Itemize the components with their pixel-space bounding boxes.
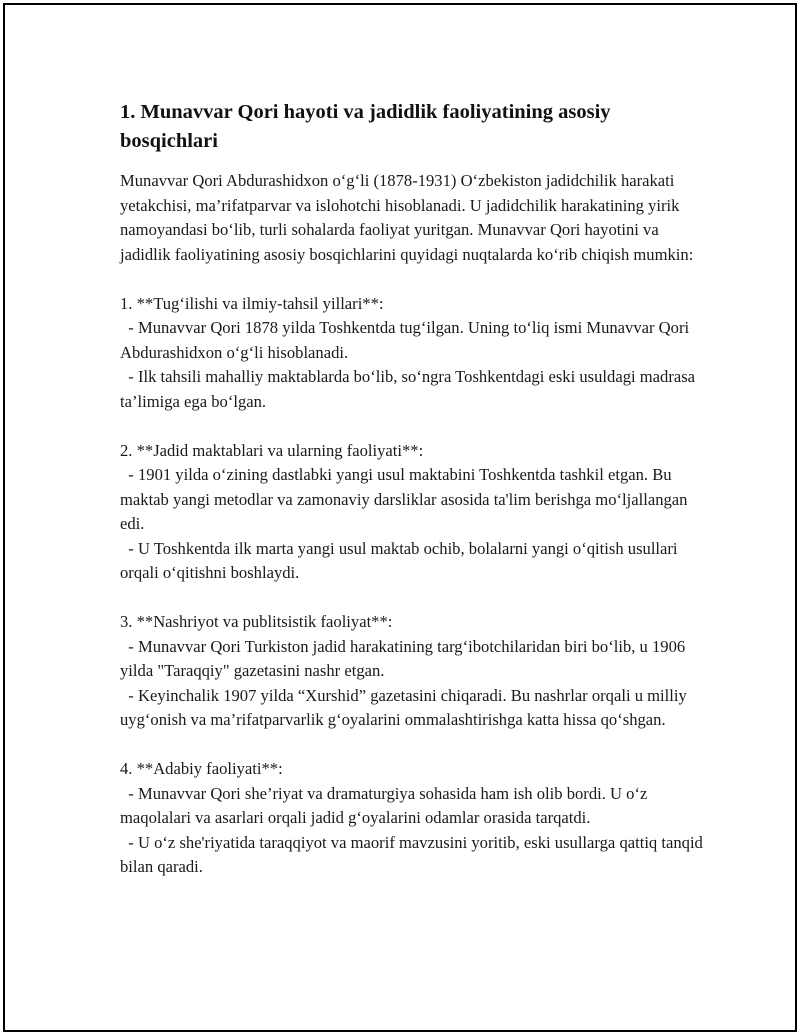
section-heading: 3. **Nashriyot va publitsistik faoliyat**:: [120, 612, 393, 631]
list-item: [120, 316, 710, 365]
bullet-text: - U o‘z she'riyatida taraqqiyot va maorif mavzusini yoritib, eski usullarga qattiq tanqid bilan qaradi.: [120, 832, 703, 876]
section-heading: 4. **Adabiy faoliyati**:: [120, 759, 283, 778]
bullet-text: - Ilk tahsili mahalliy maktablarda bo‘lib, so‘ngra Toshkentdagi eski usuldagi madrasa ta’limiga ega bo‘lgan.: [120, 367, 696, 411]
list-item: [120, 537, 710, 586]
list-item: [120, 684, 710, 733]
section-heading: 1. **Tug‘ilishi va ilmiy-tahsil yillari**:: [120, 293, 384, 313]
list-item: [120, 635, 710, 684]
section-1: [120, 292, 710, 415]
document-page: [3, 3, 797, 1032]
section-4: [120, 757, 710, 880]
bullet-text: - Munavvar Qori Turkiston jadid harakatining targ‘ibotchilaridan biri bo‘lib, u 1906 yilda "Taraqqiy" gazetasini nashr etgan.: [120, 636, 686, 680]
bullet-text: - Munavvar Qori 1878 yilda Toshkentda tug‘ilgan. Uning to‘liq ismi Munavvar Qori Abdurashidxon o‘g‘li hisoblanadi.: [120, 318, 690, 362]
document-content: [120, 98, 710, 880]
bullet-text: - U Toshkentda ilk marta yangi usul maktab ochib, bolalarni yangi o‘qitish usullari orqali o‘qitishni boshlaydi.: [120, 538, 678, 582]
section-heading: 2. **Jadid maktablari va ularning faoliyati**:: [120, 440, 424, 460]
list-item: [120, 463, 710, 537]
list-item: [120, 365, 710, 414]
list-item: [120, 831, 710, 880]
section-2: [120, 439, 710, 586]
intro-paragraph: Munavvar Qori Abdurashidxon o‘g‘li (1878-1931) O‘zbekiston jadidchilik harakati yetakchisi, ma’rifatparvar va islohotchi hisoblanadi. U jadidchilik harakatining yirik namoyandasi bo‘lib, turli sohalarda faoliyat yuritgan. Munavvar Qori hayotini va jadidlik faoliyatining asosiy bosqichlarini quyidagi nuqtalarda ko‘rib chiqish mumkin:: [120, 171, 694, 264]
page-title: 1. Munavvar Qori hayoti va jadidlik faoliyatining asosiy bosqichlari: [120, 101, 611, 152]
bullet-text: - Keyinchalik 1907 yilda “Xurshid” gazetasini chiqaradi. Bu nashrlar orqali u milliy uyg‘onish va ma’rifatparvarlik g‘oyalarini ommalashtirishga katta hissa qo‘shgan.: [120, 685, 687, 729]
bullet-text: - Munavvar Qori she’riyat va dramaturgiya sohasida ham ish olib bordi. U o‘z maqolalari va asarlari orqali jadid g‘oyalarini odamlar orasida tarqatdi.: [120, 783, 648, 827]
bullet-text: - 1901 yilda o‘zining dastlabki yangi usul maktabini Toshkentda tashkil etgan. Bu maktab yangi metodlar va zamonaviy darsliklar asosida ta'lim berishga mo‘ljallangan edi.: [120, 465, 688, 533]
section-3: [120, 610, 710, 733]
list-item: [120, 782, 710, 831]
